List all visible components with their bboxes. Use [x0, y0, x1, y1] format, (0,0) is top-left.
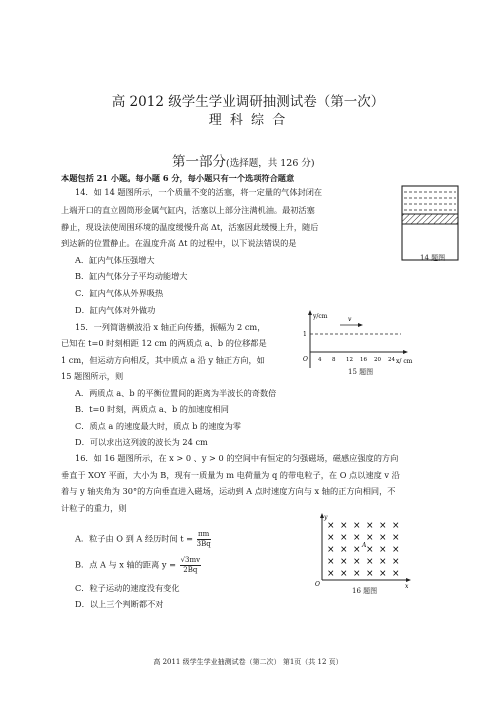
- fig15-caption: 15 题图: [348, 368, 374, 376]
- part-instruction: 本题包括 21 小题。每小题 6 分，每小题只有一个选项符合题意: [61, 173, 295, 183]
- origin-label: O: [303, 356, 308, 363]
- velocity-label: v: [348, 316, 352, 323]
- point-a-label: A: [362, 542, 367, 549]
- q14-line-2: 上端开口的直立圆筒形金属气缸内，活塞以上部分注满机油。最初活塞: [61, 205, 315, 215]
- q16-option-a-prefix: A．粒子由 O 到 A 经历时间 t =: [75, 533, 193, 544]
- field-cross: ×: [353, 521, 361, 531]
- field-cross: ×: [340, 569, 348, 579]
- field-cross: ×: [353, 569, 361, 579]
- field-cross: ×: [379, 521, 387, 531]
- part-title: 第一部分: [172, 154, 226, 170]
- oil-lines: [404, 192, 456, 210]
- x-ticks: [318, 357, 395, 363]
- y-axis-label: y/cm: [313, 313, 328, 320]
- q16-option-c: C．粒子运动的速度没有变化: [75, 583, 180, 593]
- field-cross: ×: [327, 533, 335, 543]
- q14-line-3: 静止，现设法使周围环境的温度缓慢升高 Δt，活塞因此缓慢上升，随后: [61, 222, 319, 232]
- x-label: x: [405, 583, 409, 590]
- field-cross: ×: [366, 557, 374, 567]
- field-cross: ×: [379, 569, 387, 579]
- field-cross: ×: [327, 557, 335, 567]
- fig15-wave-graph: [302, 308, 422, 370]
- field-cross: ×: [392, 569, 400, 579]
- q16-option-a: [75, 530, 211, 549]
- q14-line-1: 14．如 14 题图所示，一个质量不变的活塞，将一定量的气体封闭在: [75, 187, 323, 197]
- q14-option-b: B．缸内气体分子平均动能增大: [75, 271, 188, 281]
- x-axis-arrow: [403, 350, 408, 354]
- exam-title: 高 2012 级学生学业调研抽测试卷（第一次）: [111, 94, 385, 110]
- field-cross: ×: [353, 557, 361, 567]
- q16-option-a-den: 3Bq: [196, 540, 211, 548]
- field-cross: ×: [353, 533, 361, 543]
- field-cross: ×: [379, 557, 387, 567]
- field-cross: ×: [340, 533, 348, 543]
- origin-label: O: [315, 581, 320, 588]
- q14-line-4: 到达新的位置静止。在温度升高 Δt 的过程中，以下说法错误的是: [61, 238, 297, 248]
- x-tick-label: 24: [388, 357, 395, 363]
- field-cross: ×: [340, 557, 348, 567]
- fig14-caption: 14 题图: [420, 254, 446, 262]
- x-tick-label: 8: [332, 357, 336, 363]
- field-cross: ×: [327, 521, 335, 531]
- field-cross: ×: [379, 533, 387, 543]
- q16-option-a-fraction: [197, 530, 211, 549]
- field-cross: ×: [366, 569, 374, 579]
- q15-option-a: A．两质点 a、b 的平衡位置间的距离为半波长的奇数倍: [75, 388, 277, 398]
- x-tick-label: 16: [360, 357, 367, 363]
- fig16-caption: 16 题图: [352, 587, 378, 595]
- q14-option-a: A．缸内气体压强增大: [75, 255, 155, 265]
- q16-option-b-den: 2Bq: [183, 566, 198, 574]
- field-cross: ×: [366, 521, 374, 531]
- piston: [402, 214, 458, 224]
- field-cross: ×: [392, 557, 400, 567]
- q15-line-1: 15．一列简谐横波沿 x 轴正向传播，振幅为 2 cm，: [75, 322, 266, 332]
- q16-line-2: 垂直于 XOY 平面，大小为 B，现有一质量为 m 电荷量为 q 的带电粒子，在 O 点以速度 v 沿: [61, 470, 400, 480]
- field-cross: ×: [392, 521, 400, 531]
- q16-option-b-num: √3mv: [180, 556, 201, 564]
- q16-option-b-fraction: [180, 556, 202, 575]
- q15-option-d: D．可以求出这列波的波长为 24 cm: [75, 437, 208, 447]
- y-tick-1: 1: [303, 331, 307, 338]
- q16-option-a-num: πm: [198, 530, 210, 538]
- x-axis-arrow: [406, 578, 411, 582]
- exam-subtitle: 理 科 综 合: [208, 113, 288, 128]
- fig16-field-graph: [314, 510, 414, 590]
- q16-option-b: [75, 556, 201, 575]
- field-cross: ×: [327, 569, 335, 579]
- x-tick-label: 20: [374, 357, 381, 363]
- q16-line-1: 16．如 16 题图所示，在 x > 0 、y > 0 的空间中有恒定的匀强磁场，磁感应强度的方向: [75, 453, 399, 463]
- q15-line-2: 已知在 t=0 时刻相距 12 cm 的两质点 a、b 的位移都是: [61, 338, 267, 348]
- q15-option-b: B．t=0 时刻，两质点 a、b 的加速度相同: [75, 404, 229, 414]
- x-axis-label: x/ cm: [396, 358, 413, 365]
- field-cross: ×: [340, 545, 348, 555]
- field-cross: ×: [327, 545, 335, 555]
- y-label: y: [324, 514, 328, 521]
- x-tick-label: 4: [318, 357, 322, 363]
- q15-option-c: C．质点 a 的速度最大时，质点 b 的速度为零: [75, 421, 241, 431]
- field-cross: ×: [392, 533, 400, 543]
- field-cross: ×: [366, 545, 374, 555]
- q15-line-4: 15 题图所示，则: [61, 371, 124, 381]
- velocity-arrow-head: [358, 323, 363, 327]
- y-axis-arrow: [308, 310, 312, 315]
- q16-option-d: D．以上三个判断都不对: [75, 599, 164, 609]
- x-tick-label: 12: [346, 357, 353, 363]
- q16-line-3: 着与 y 轴夹角为 30°的方向垂直进入磁场，运动到 A 点时速度方向与 x 轴的正方向相同，不: [61, 486, 396, 496]
- field-cross: ×: [379, 545, 387, 555]
- field-cross: ×: [340, 521, 348, 531]
- field-cross: ×: [366, 533, 374, 543]
- part-heading: [172, 150, 315, 170]
- field-cross: ×: [392, 545, 400, 555]
- part-subtitle: (选择题，共 126 分): [226, 158, 315, 169]
- field-crosses: [327, 521, 400, 579]
- page-footer: 高 2011 级学生学业抽测试卷（第二次） 第1页（共 12 页）: [153, 658, 343, 666]
- q14-option-c: C．缸内气体从外界吸热: [75, 288, 164, 298]
- q15-line-3: 1 cm，但运动方向相反，其中质点 a 沿 y 轴正方向，如: [61, 355, 265, 365]
- q14-option-d: D．缸内气体对外做功: [75, 305, 156, 315]
- field-cross: ×: [353, 545, 361, 555]
- q16-option-b-prefix: B．点 A 与 x 轴的距离 y =: [75, 559, 176, 570]
- q16-line-4: 计粒子的重力，则: [61, 503, 127, 513]
